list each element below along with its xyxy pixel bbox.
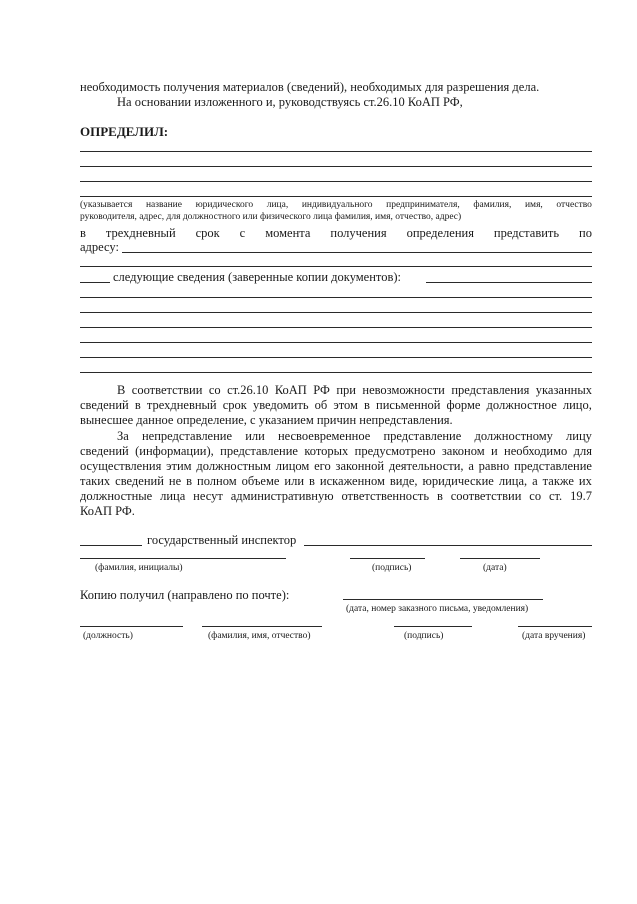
word: со	[529, 489, 542, 503]
notice-line-3: вынесшее данное определение, с указанием причин непредставления.	[80, 413, 453, 427]
blank-line	[80, 545, 142, 546]
word: сведений	[80, 398, 129, 412]
notice-line-2	[80, 398, 592, 412]
word: этим	[166, 459, 192, 473]
copy-received-label: Копию получил (направлено по почте):	[80, 588, 290, 602]
address-line	[122, 252, 592, 253]
caption-mail: (дата, номер заказного письма, уведомления)	[346, 604, 529, 614]
word: ответственность	[341, 489, 430, 503]
word: также	[542, 474, 574, 488]
word: получения	[330, 226, 387, 240]
liability-line-4	[80, 474, 592, 488]
blank-line	[80, 282, 110, 283]
word: лицу	[566, 429, 592, 443]
word: для	[573, 444, 592, 458]
word: юридические	[422, 474, 494, 488]
word: в	[309, 474, 315, 488]
word: лицом	[275, 459, 310, 473]
word: их	[578, 474, 592, 488]
blank-line	[80, 327, 592, 328]
word: срок	[195, 226, 220, 240]
blank-line	[80, 357, 592, 358]
caption-date: (дата)	[483, 563, 507, 573]
word: полном	[197, 474, 237, 488]
inspector-name-line	[304, 545, 592, 546]
intro-line-1: необходимость получения материалов (сведений), необходимых для разрешения дела.	[80, 80, 540, 94]
following-info-label: следующие сведения (заверенные копии документов):	[113, 270, 402, 284]
fio-line	[202, 626, 322, 627]
word: по	[579, 226, 592, 240]
word: форме	[446, 398, 481, 412]
notice-line-1	[117, 383, 592, 397]
blank-line	[80, 312, 592, 313]
word: лица	[160, 489, 186, 503]
word: трехдневный	[146, 398, 217, 412]
word: фамилия,	[473, 200, 512, 210]
word: и	[490, 444, 498, 458]
liability-line-2	[80, 444, 592, 458]
word: в	[134, 398, 141, 412]
deadline-address-label: адресу:	[80, 240, 119, 254]
word: в	[186, 474, 193, 488]
caption-signature: (подпись)	[372, 563, 412, 573]
word: отчество	[556, 200, 592, 210]
word: об	[314, 398, 328, 412]
blank-line	[426, 282, 592, 283]
word: в	[80, 226, 86, 240]
word: предпринимателя,	[386, 200, 460, 210]
deadline-line-1	[80, 226, 592, 240]
word: определения	[406, 226, 474, 240]
word: В	[117, 383, 126, 397]
intro-line-2: На основании изложенного и, руководствуясь ст.26.10 КоАП РФ,	[117, 95, 463, 109]
word: невозможности	[362, 383, 445, 397]
word: виде,	[389, 474, 418, 488]
word: сведений	[115, 474, 164, 488]
sign-line	[394, 626, 472, 627]
inspector-label: государственный инспектор	[147, 533, 297, 547]
sign-line	[350, 558, 425, 559]
word: таких	[80, 474, 111, 488]
word: (информации),	[135, 444, 214, 458]
word: должностному	[474, 429, 553, 443]
liability-line-3	[80, 459, 592, 473]
blank-line	[80, 266, 592, 267]
decision-heading: ОПРЕДЕЛИЛ:	[80, 124, 169, 139]
name-line	[80, 558, 286, 559]
word: соответствии	[450, 489, 522, 503]
word: лица,	[266, 200, 289, 210]
word: письменной	[376, 398, 441, 412]
word: РФ	[313, 383, 330, 397]
word: ст.	[548, 489, 563, 503]
word: объеме	[241, 474, 280, 488]
word: при	[336, 383, 356, 397]
word: непредставление	[141, 429, 233, 443]
word: ст.26.10	[227, 383, 269, 397]
liability-line-6: КоАП РФ.	[80, 504, 135, 518]
blank-line	[80, 297, 592, 298]
word: в	[364, 398, 370, 412]
word: название	[145, 200, 182, 210]
liability-line-5	[80, 489, 592, 503]
blank-line	[80, 166, 592, 167]
caption-position: (должность)	[83, 631, 133, 641]
position-line	[80, 626, 183, 627]
word: соответствии	[131, 383, 203, 397]
word: в	[436, 489, 443, 503]
word: или	[245, 429, 265, 443]
blank-line	[80, 151, 592, 152]
blank-line	[80, 181, 592, 182]
word: административную	[230, 489, 334, 503]
word: представления	[451, 383, 530, 397]
word: лицо,	[562, 398, 592, 412]
word: не	[168, 474, 182, 488]
word: искаженном	[319, 474, 385, 488]
word: должностные	[80, 489, 153, 503]
word: КоАП	[274, 383, 307, 397]
word: указанных	[535, 383, 592, 397]
word: а	[532, 474, 538, 488]
word: предусмотрено	[354, 444, 436, 458]
word: этом	[333, 398, 358, 412]
blank-line	[80, 196, 592, 197]
word: юридического	[195, 200, 254, 210]
word: должностным	[196, 459, 271, 473]
word: которых	[304, 444, 349, 458]
word: законом	[441, 444, 485, 458]
word: необходимо	[504, 444, 568, 458]
mail-line	[343, 599, 543, 600]
word: сведений	[80, 444, 129, 458]
word: За	[117, 429, 129, 443]
caption-delivery-date: (дата вручения)	[522, 631, 586, 641]
word: несут	[193, 489, 223, 503]
word: или	[284, 474, 305, 488]
word: несвоевременное	[277, 429, 371, 443]
word: представление	[514, 459, 592, 473]
caption-signature-2: (подпись)	[404, 631, 444, 641]
note-line-2: руководителя, адрес, для должностного или физического лица фамилия, имя, отчество, адрес)	[80, 212, 462, 222]
date-line	[518, 626, 592, 627]
blank-line	[80, 342, 592, 343]
word: с	[239, 226, 246, 240]
word: (указывается	[80, 200, 133, 210]
word: срок	[222, 398, 247, 412]
word: индивидуального	[301, 200, 373, 210]
word: уведомить	[252, 398, 309, 412]
word: осуществления	[80, 459, 162, 473]
caption-name: (фамилия, инициалы)	[95, 563, 183, 573]
liability-line-1	[117, 429, 592, 443]
word: его	[314, 459, 331, 473]
word: имя,	[524, 200, 543, 210]
word: 19.7	[570, 489, 592, 503]
caption-fio: (фамилия, имя, отчество)	[208, 631, 311, 641]
word: представление	[220, 444, 298, 458]
word: деятельности,	[388, 459, 464, 473]
word: лица,	[498, 474, 528, 488]
word: законной	[335, 459, 385, 473]
word: момента	[265, 226, 311, 240]
date-line	[460, 558, 540, 559]
note-line-1	[80, 199, 592, 211]
word: трехдневный	[105, 226, 176, 240]
word: а	[468, 459, 474, 473]
word: представить	[493, 226, 560, 240]
blank-line	[80, 372, 592, 373]
word: должностное	[486, 398, 557, 412]
word: со	[208, 383, 221, 397]
word: представление	[383, 429, 462, 443]
word: равно	[478, 459, 510, 473]
